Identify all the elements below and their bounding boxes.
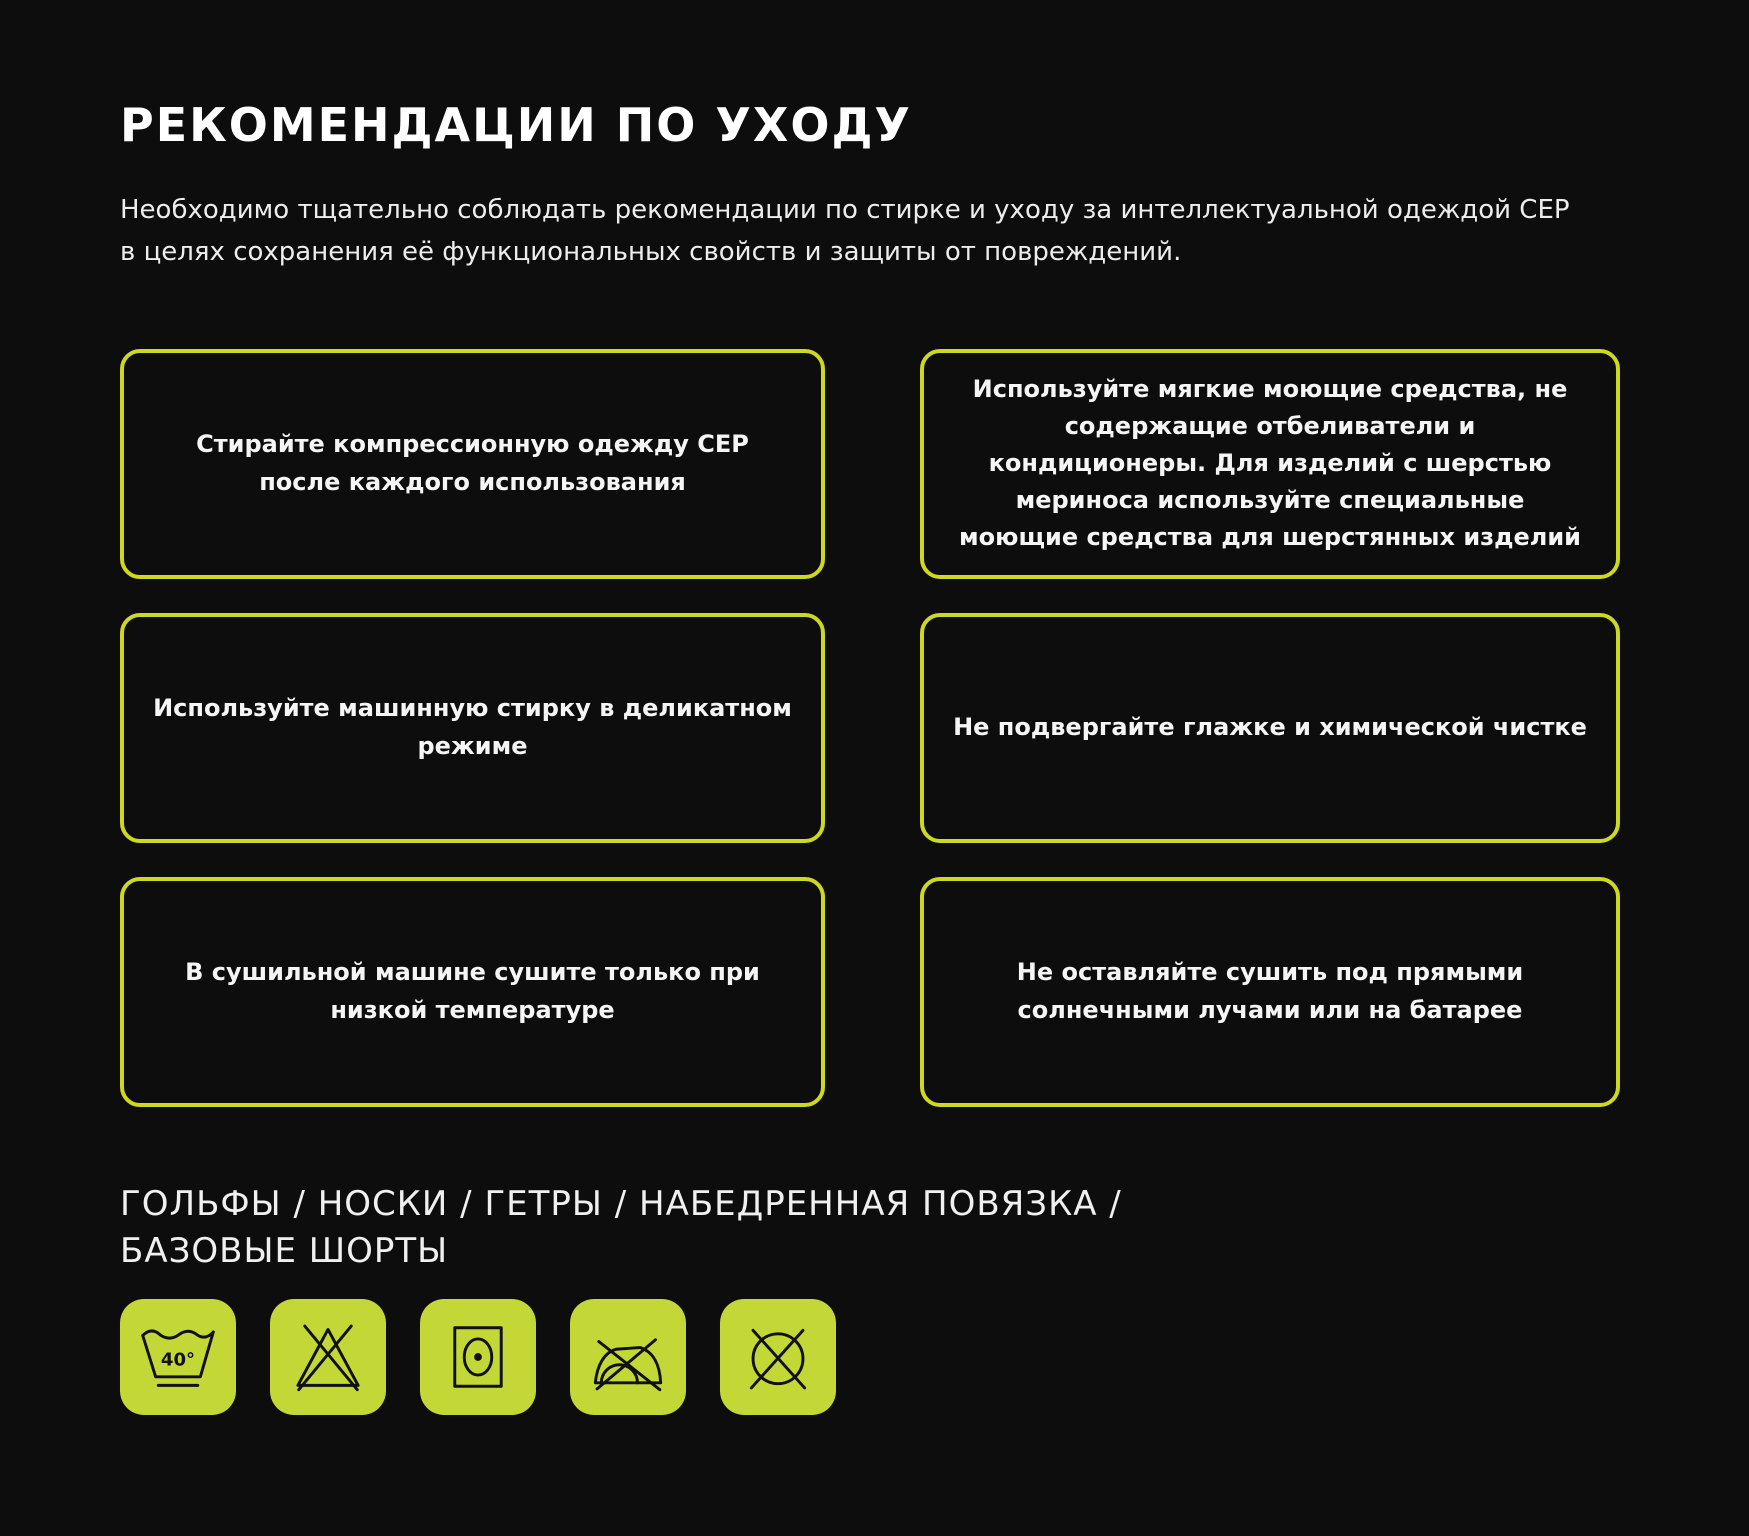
products-line-2: БАЗОВЫЕ ШОРТЫ (120, 1230, 449, 1271)
tumble-dry-low-tile (420, 1299, 536, 1415)
do-not-bleach-icon (285, 1314, 371, 1400)
intro-paragraph (120, 189, 1620, 273)
intro-line-2: в целях сохранения её функциональных свойств и защиты от повреждений. (120, 236, 1182, 267)
card-tumble-dry-low (120, 877, 825, 1107)
card-machine-wash-delicate (120, 613, 825, 843)
card-text: Стирайте компрессионную одежду CEP после каждого использования (196, 430, 749, 496)
card-text: В сушильной машине сушите только при низкой температуре (185, 958, 760, 1024)
do-not-iron-icon (585, 1314, 671, 1400)
card-text: Не оставляйте сушить под прямыми солнечными лучами или на батарее (1016, 958, 1524, 1024)
tumble-dry-low-icon (435, 1314, 521, 1400)
card-text: Не подвергайте глажке и химической чистке (953, 713, 1587, 741)
products-line-1: ГОЛЬФЫ / НОСКИ / ГЕТРЫ / НАБЕДРЕННАЯ ПОВЯЗКА / (120, 1183, 1122, 1224)
do-not-dry-clean-tile (720, 1299, 836, 1415)
card-text: Используйте мягкие моющие средства, не содержащие отбеливатели и кондиционеры. Для изделий с шерстью мериноса используйте специальные моющие средства для шерстянных изделий (959, 374, 1581, 552)
card-wash-after-use (120, 349, 825, 579)
do-not-bleach-tile (270, 1299, 386, 1415)
care-cards-grid (120, 349, 1620, 1107)
card-text: Используйте машинную стирку в деликатном режиме (153, 694, 792, 760)
page-title: РЕКОМЕНДАЦИИ ПО УХОДУ (120, 98, 912, 152)
svg-text:40°: 40° (160, 1349, 196, 1371)
products-heading (120, 1181, 1620, 1275)
card-no-direct-sun (920, 877, 1620, 1107)
card-no-iron-no-dry-clean (920, 613, 1620, 843)
wash-40-gentle-icon (135, 1314, 221, 1400)
do-not-dry-clean-icon (735, 1314, 821, 1400)
do-not-iron-tile (570, 1299, 686, 1415)
card-mild-detergents (920, 349, 1620, 579)
intro-line-1: Необходимо тщательно соблюдать рекомендации по стирке и уходу за интеллектуальной одеждой CEP (120, 194, 1570, 225)
wash-40-tile (120, 1299, 236, 1415)
care-symbols-row (120, 1299, 1620, 1415)
